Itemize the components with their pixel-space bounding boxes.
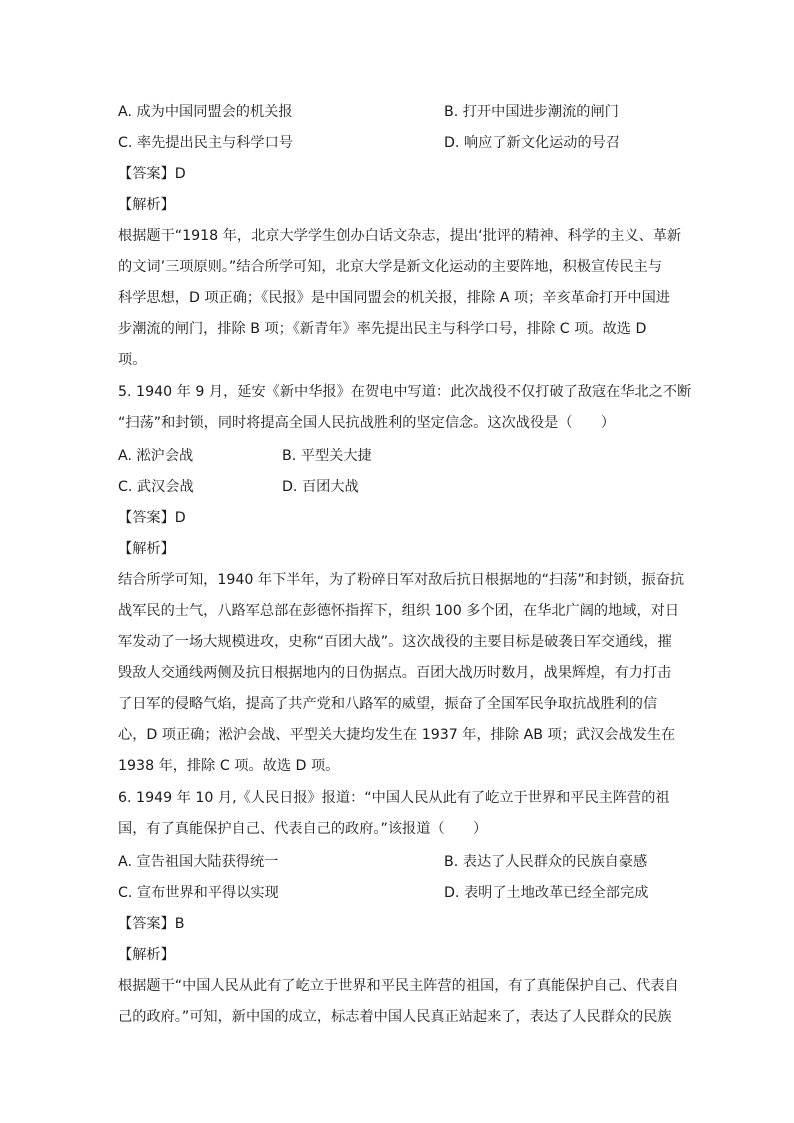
q5-analysis-line: 毁敌人交通线两侧及抗日根据地内的日伪据点。百团大战历时数月，战果辉煌，有力打击 bbox=[118, 665, 672, 681]
q5-option-d: D. 百团大战 bbox=[282, 479, 359, 495]
q4-analysis-line: 科学思想，D 项正确；《民报》是中国同盟会的机关报，排除 A 项；辛亥革命打开中国进 bbox=[118, 290, 670, 306]
q5-answer: 【答案】D bbox=[118, 510, 186, 526]
q6-stem bbox=[118, 783, 678, 845]
q4-option-b: B. 打开中国进步潮流的闸门 bbox=[444, 104, 619, 120]
q4-analysis-line: 项。 bbox=[118, 352, 147, 368]
q5-analysis-line: 战军民的士气，八路军总部在彭德怀指挥下，组织 100 多个团，在华北广阔的地域，对日 bbox=[118, 603, 680, 619]
q5-stem bbox=[118, 377, 692, 439]
q4-analysis-line: 根据题干“1918 年，北京大学学生创办白话文杂志，提出‘批评的精神、科学的主义、革新 bbox=[118, 228, 682, 244]
q4-analysis bbox=[118, 221, 682, 376]
q4-answer: 【答案】D bbox=[118, 166, 186, 182]
q6-option-c: C. 宣布世界和平得以实现 bbox=[118, 885, 279, 901]
q5-analysis-label: 【解析】 bbox=[118, 541, 175, 557]
q5-stem-line: 5. 1940 年 9 月，延安《新中华报》在贺电中写道：此次战役不仅打破了敌寇在华北之不断 bbox=[118, 384, 692, 400]
q5-analysis-line: 结合所学可知，1940 年下半年，为了粉碎日军对敌后抗日根据地的“扫荡”和封锁，振奋抗 bbox=[118, 572, 685, 588]
q5-analysis-line: 军发动了一场大规模进攻，史称“百团大战”。这次战役的主要目标是破袭日军交通线，摧 bbox=[118, 634, 672, 650]
q6-stem-line: 6. 1949 年 10 月,《人民日报》报道：“中国人民从此有了屹立于世界和平民主阵营的祖 bbox=[118, 790, 670, 806]
q6-analysis bbox=[118, 971, 678, 1033]
q5-analysis bbox=[118, 565, 685, 782]
q6-analysis-line: 己的政府。”可知，新中国的成立，标志着中国人民真正站起来了，表达了人民群众的民族 bbox=[118, 1009, 672, 1025]
q6-analysis-line: 根据题干“中国人民从此有了屹立于世界和平民主阵营的祖国，有了真能保护自己、代表自 bbox=[118, 978, 679, 994]
q5-analysis-line: 了日军的侵略气焰，提高了共产党和八路军的威望，振奋了全国军民争取抗战胜利的信 bbox=[118, 696, 658, 712]
q6-option-a: A. 宣告祖国大陆获得统一 bbox=[118, 854, 279, 870]
q6-stem-line: 国，有了真能保护自己、代表自己的政府。”该报道（ ） bbox=[118, 821, 488, 837]
q5-analysis-line: 心，D 项正确；淞沪会战、平型关大捷均发生在 1937 年，排除 AB 项；武汉会战发生在 bbox=[118, 727, 676, 743]
q5-option-a: A. 淞沪会战 bbox=[118, 448, 194, 464]
q5-option-c: C. 武汉会战 bbox=[118, 479, 194, 495]
q5-analysis-line: 1938 年，排除 C 项。故选 D 项。 bbox=[118, 758, 340, 774]
q4-option-c: C. 率先提出民主与科学口号 bbox=[118, 135, 293, 151]
q4-option-a: A. 成为中国同盟会的机关报 bbox=[118, 104, 293, 120]
q4-analysis-line: 步潮流的闸门，排除 B 项；《新青年》率先提出民主与科学口号，排除 C 项。故选 D bbox=[118, 321, 647, 337]
q4-analysis-label: 【解析】 bbox=[118, 197, 175, 213]
q5-option-b: B. 平型关大捷 bbox=[282, 448, 372, 464]
q4-analysis-line: 的文词’三项原则。”结合所学可知，北京大学是新文化运动的主要阵地，积极宣传民主与 bbox=[118, 259, 662, 275]
q5-stem-line: “扫荡”和封锁，同时将提高全国人民抗战胜利的坚定信念。这次战役是（ ） bbox=[118, 415, 616, 431]
q6-option-d: D. 表明了土地改革已经全部完成 bbox=[444, 885, 649, 901]
q6-option-b: B. 表达了人民群众的民族自豪感 bbox=[444, 854, 648, 870]
q6-analysis-label: 【解析】 bbox=[118, 947, 175, 963]
q4-option-d: D. 响应了新文化运动的号召 bbox=[444, 135, 621, 151]
q6-answer: 【答案】B bbox=[118, 916, 185, 932]
